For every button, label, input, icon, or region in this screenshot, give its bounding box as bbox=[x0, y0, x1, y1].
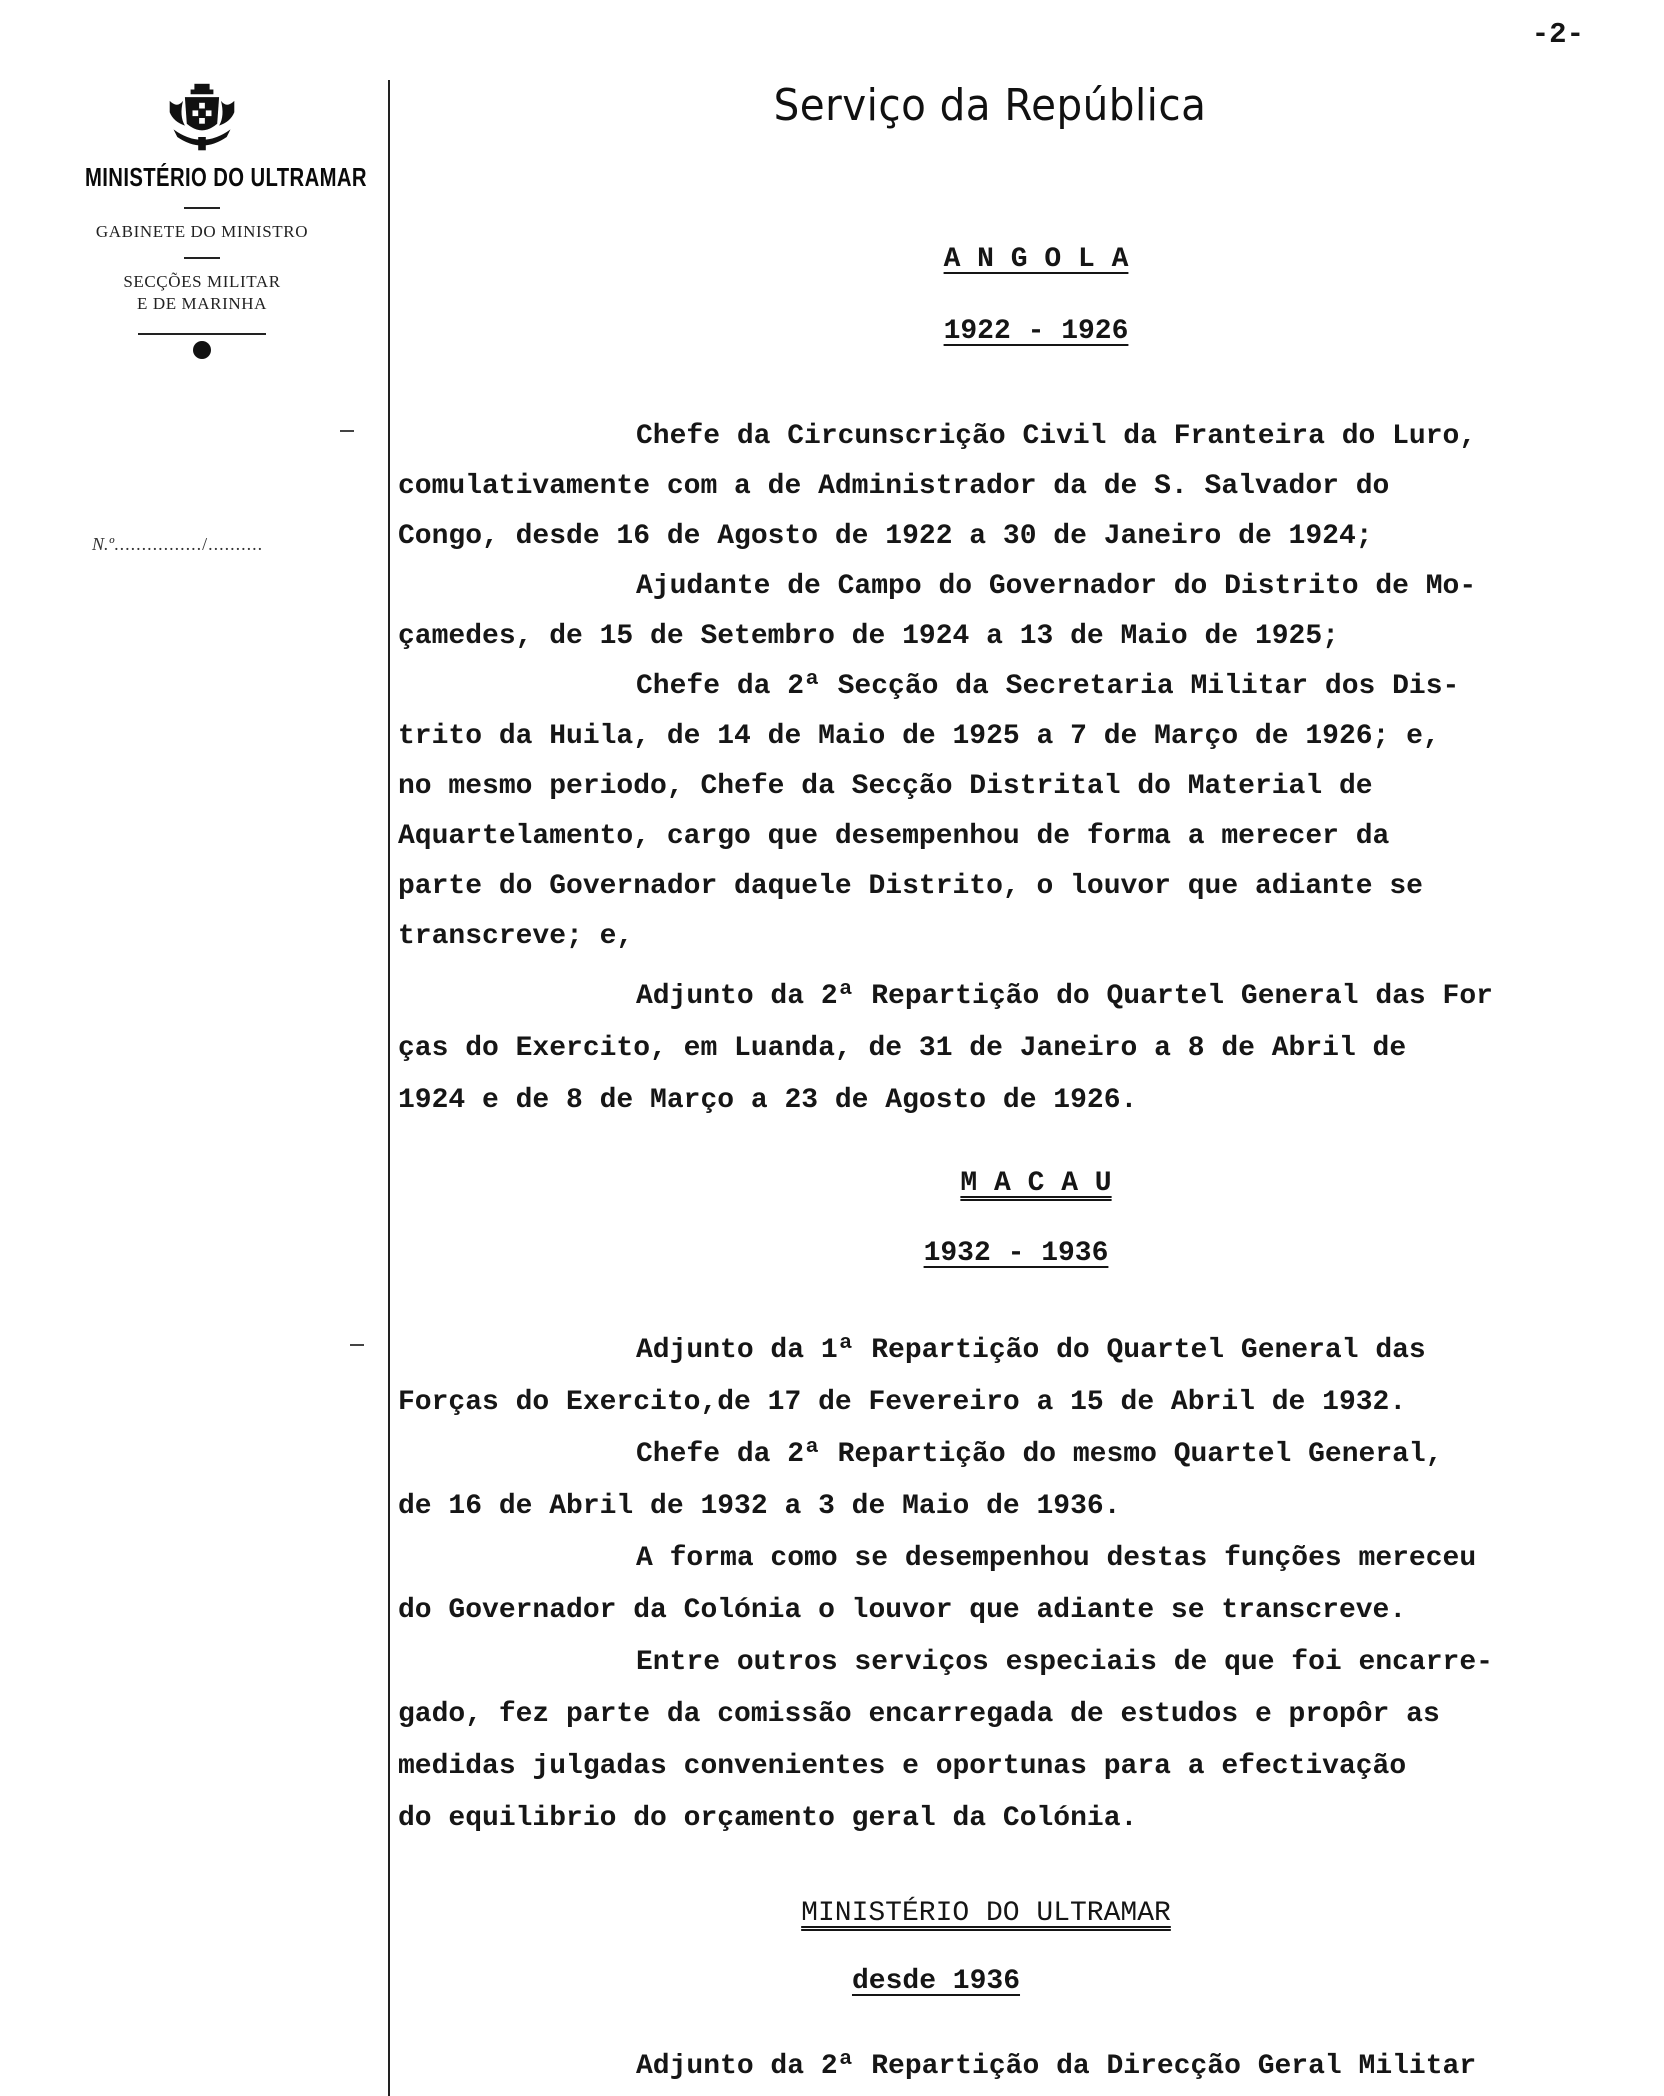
text-line: çamedes, de 15 de Setembro de 1924 a 13 de Maio de 1925; bbox=[398, 621, 1339, 652]
text-line: Chefe da 2ª Repartição do mesmo Quartel General, bbox=[636, 1439, 1443, 1470]
text-line: do Governador da Colónia o louvor que adiante se transcreve. bbox=[398, 1595, 1407, 1626]
number-label: N.º bbox=[92, 534, 115, 554]
text-line: 1924 e de 8 de Março a 23 de Agosto de 1926. bbox=[398, 1085, 1138, 1116]
document-title: Serviço da República bbox=[773, 80, 1207, 131]
section-heading: MINISTÉRIO DO ULTRAMAR bbox=[801, 1898, 1171, 1929]
text-line: Chefe da Circunscrição Civil da Franteira do Luro, bbox=[636, 421, 1477, 452]
text-line: medidas julgadas convenientes e oportunas para a efectivação bbox=[398, 1751, 1407, 1782]
section-heading: M A C A U bbox=[960, 1168, 1112, 1199]
text-line: Ajudante de Campo do Governador do Distrito de Mo- bbox=[636, 571, 1477, 602]
cabinet-name: GABINETE DO MINISTRO bbox=[95, 222, 309, 241]
section-period: 1922 - 1926 bbox=[943, 316, 1129, 347]
margin-tick bbox=[350, 1344, 364, 1346]
divider bbox=[138, 333, 266, 335]
coat-of-arms-icon bbox=[164, 80, 240, 156]
divider bbox=[184, 207, 220, 209]
text-line: comulativamente com a de Administrador da de S. Salvador do bbox=[398, 471, 1390, 502]
margin-tick bbox=[340, 430, 354, 432]
text-line: Adjunto da 1ª Repartição do Quartel General das bbox=[636, 1335, 1426, 1366]
ministry-name: MINISTÉRIO DO ULTRAMAR bbox=[85, 162, 367, 192]
bullet-dot-icon bbox=[193, 341, 211, 359]
text-line: Entre outros serviços especiais de que foi encarre- bbox=[636, 1647, 1493, 1678]
section-heading: A N G O L A bbox=[943, 244, 1129, 275]
reference-number bbox=[92, 534, 263, 555]
text-line: Adjunto da 2ª Repartição do Quartel General das For bbox=[636, 981, 1493, 1012]
text-line: Forças do Exercito,de 17 de Fevereiro a 15 de Abril de 1932. bbox=[398, 1387, 1407, 1418]
text-line: Adjunto da 2ª Repartição da Direcção Geral Militar bbox=[636, 2051, 1477, 2082]
text-line: transcreve; e, bbox=[398, 921, 634, 952]
text-line: Aquartelamento, cargo que desempenhou de forma a merecer da bbox=[398, 821, 1390, 852]
text-line: Congo, desde 16 de Agosto de 1922 a 30 de Janeiro de 1924; bbox=[398, 521, 1373, 552]
text-line: gado, fez parte da comissão encarregada de estudos e propôr as bbox=[398, 1699, 1440, 1730]
text-line: trito da Huila, de 14 de Maio de 1925 a 7 de Março de 1926; e, bbox=[398, 721, 1440, 752]
text-line: A forma como se desempenhou destas funções mereceu bbox=[636, 1543, 1477, 1574]
text-line: Chefe da 2ª Secção da Secretaria Militar dos Dis- bbox=[636, 671, 1460, 702]
section-period: desde 1936 bbox=[851, 1966, 1021, 1997]
text-line: parte do Governador daquele Distrito, o louvor que adiante se bbox=[398, 871, 1423, 902]
letterhead bbox=[52, 80, 367, 359]
divider bbox=[184, 257, 220, 259]
text-line: do equilibrio do orçamento geral da Colónia. bbox=[398, 1803, 1138, 1834]
section-name-line2: E DE MARINHA bbox=[137, 294, 267, 313]
margin-line bbox=[388, 80, 390, 2096]
text-line: no mesmo periodo, Chefe da Secção Distrital do Material de bbox=[398, 771, 1373, 802]
number-field: ................/.......... bbox=[114, 534, 264, 554]
section-name-line1: SECÇÕES MILITAR bbox=[123, 272, 281, 291]
text-line: de 16 de Abril de 1932 a 3 de Maio de 1936. bbox=[398, 1491, 1121, 1522]
text-line: ças do Exercito, em Luanda, de 31 de Janeiro a 8 de Abril de bbox=[398, 1033, 1407, 1064]
section-period: 1932 - 1936 bbox=[923, 1238, 1109, 1269]
page-number: -2- bbox=[1531, 18, 1584, 51]
